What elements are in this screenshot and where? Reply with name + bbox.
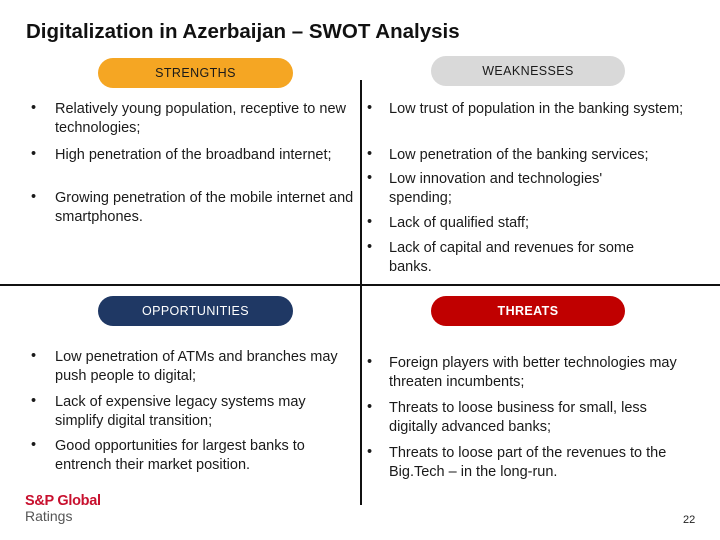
bullet-icon: • <box>367 170 373 186</box>
page-number: 22 <box>683 514 696 526</box>
opportunities-item: Good opportunities for largest banks to entrench their market position. <box>55 438 305 473</box>
weaknesses-item: Low penetration of the banking services; <box>389 147 649 163</box>
threats-header: THREATS <box>431 296 625 326</box>
bullet-icon: • <box>367 214 373 230</box>
bullet-icon: • <box>367 146 373 162</box>
bullet-icon: • <box>31 437 37 453</box>
bullet-icon: • <box>367 354 373 370</box>
bullet-icon: • <box>31 348 37 364</box>
strengths-item: Growing penetration of the mobile internet and smartphones. <box>55 190 354 225</box>
bullet-icon: • <box>367 444 373 460</box>
threats-item: Threats to loose part of the revenues to the Big.Tech – in the long-run. <box>389 445 667 480</box>
strengths-header: STRENGTHS <box>98 58 293 88</box>
opportunities-header: OPPORTUNITIES <box>98 296 293 326</box>
bullet-icon: • <box>31 393 37 409</box>
opportunities-item: Low penetration of ATMs and branches may push people to digital; <box>55 349 338 384</box>
sp-global-ratings-logo <box>25 493 101 524</box>
weaknesses-item: Low innovation and technologies' spending; <box>389 171 603 206</box>
bullet-icon: • <box>31 100 37 116</box>
threats-item: Threats to loose business for small, less digitally advanced banks; <box>389 400 647 435</box>
bullet-icon: • <box>367 100 373 116</box>
bullet-icon: • <box>31 146 37 162</box>
strengths-item: Relatively young population, receptive to new technologies; <box>55 101 346 136</box>
opportunities-item: Lack of expensive legacy systems may simplify digital transition; <box>55 394 306 429</box>
weaknesses-header: WEAKNESSES <box>431 56 625 86</box>
vertical-divider <box>360 80 362 505</box>
logo-line-2: Ratings <box>25 508 73 524</box>
bullet-icon: • <box>367 239 373 255</box>
weaknesses-item: Lack of capital and revenues for some banks. <box>389 240 635 275</box>
strengths-item: High penetration of the broadband internet; <box>55 147 332 163</box>
horizontal-divider <box>0 284 720 286</box>
weaknesses-item: Low trust of population in the banking system; <box>389 101 684 117</box>
page-title: Digitalization in Azerbaijan – SWOT Analysis <box>26 20 460 43</box>
threats-item: Foreign players with better technologies may threaten incumbents; <box>389 355 677 390</box>
weaknesses-item: Lack of qualified staff; <box>389 215 529 231</box>
bullet-icon: • <box>31 189 37 205</box>
bullet-icon: • <box>367 399 373 415</box>
logo-line-1: S&P Global <box>25 493 101 509</box>
